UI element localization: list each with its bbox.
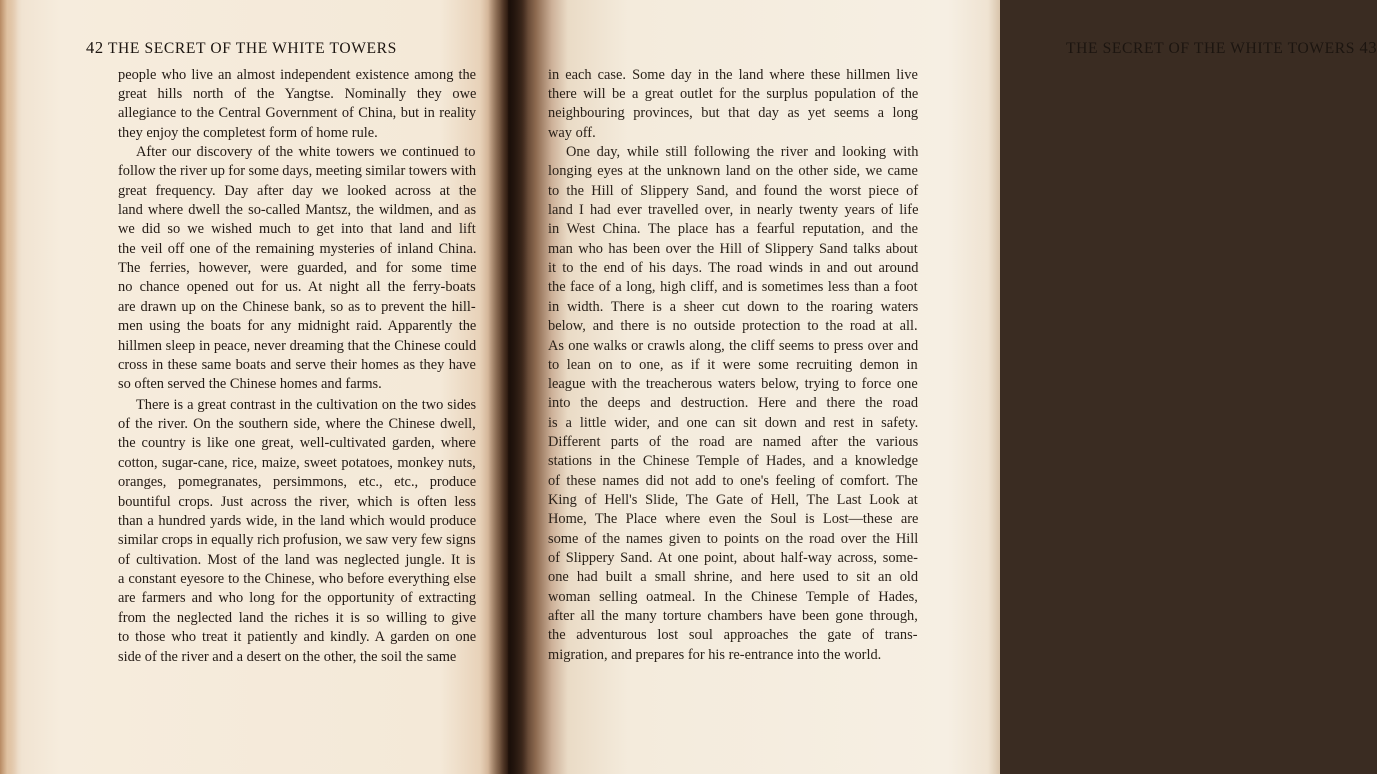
text-line: of Slippery Sand. At one point, about half-way across, some-: [548, 550, 918, 566]
left-page: [0, 0, 508, 774]
text-line: the veil off one of the remaining mysteries of inland China.: [118, 241, 477, 257]
text-line: no chance opened out for us. At night all the ferry-boats: [118, 279, 476, 295]
text-line: of these names did not add to one's feeling of comfort. The: [548, 473, 918, 489]
text-line: As one walks or crawls along, the cliff seems to press over and: [548, 338, 919, 354]
text-line: longing eyes at the unknown land on the other side, we came: [548, 163, 918, 179]
text-line: migration, and prepares for his re-entrance into the world.: [548, 647, 882, 663]
text-line: cotton, sugar-cane, rice, maize, sweet potatoes, monkey nuts,: [118, 455, 476, 471]
text-line: Home, The Place where even the Soul is Lost—these are: [548, 511, 919, 527]
text-line: it to the end of his days. The road winds in and out around: [548, 260, 919, 276]
text-line: bountiful crops. Just across the river, which is often less: [118, 494, 476, 510]
left-running-head: [86, 38, 397, 58]
gutter-shadow: [488, 0, 528, 774]
text-line: into the deeps and destruction. Here and there the road: [548, 395, 919, 411]
text-line: woman selling oatmeal. In the Chinese Temple of Hades,: [548, 589, 918, 605]
text-line: neighbouring provinces, but that day as yet seems a long: [548, 105, 919, 121]
text-line: King of Hell's Slide, The Gate of Hell, The Last Look at: [548, 492, 918, 508]
text-line: stations in the Chinese Temple of Hades, and a knowledge: [548, 453, 919, 469]
text-line: Different parts of the road are named after the various: [548, 434, 919, 450]
text-line: to the Hill of Slippery Sand, and found the worst piece of: [548, 183, 919, 199]
text-line: man who has been over the Hill of Slippery Sand talks about: [548, 241, 918, 257]
left-page-edge: [0, 0, 18, 774]
text-line: men using the boats for any midnight raid. Apparently the: [118, 318, 477, 334]
text-line: cross in these same boats and serve their homes as they have: [118, 357, 476, 373]
text-line: a constant eyesore to the Chinese, who before everything else: [118, 571, 476, 587]
text-line: so often served the Chinese homes and farms.: [118, 376, 382, 392]
text-line: is a little wider, and one can sit down and rest in safety.: [548, 415, 919, 431]
text-line: great frequency. Day after day we looked across at the: [118, 183, 477, 199]
left-running-head-title: THE SECRET OF THE WHITE TOWERS: [107, 40, 397, 57]
text-line: There is a great contrast in the cultivation on the two sides: [136, 397, 477, 413]
text-line: in West China. The place has a fearful reputation, and the: [548, 221, 918, 237]
text-line: way off.: [548, 125, 596, 141]
right-page-number: 43: [1359, 38, 1377, 57]
text-line: The ferries, however, were guarded, and for some time: [118, 260, 477, 276]
text-line: similar crops in equally rich profusion, we saw very few signs: [118, 532, 476, 548]
text-line: land I had ever travelled over, in nearly twenty years of life: [548, 202, 919, 218]
text-line: one had built a small shrine, and here used to sit an old: [548, 569, 919, 585]
text-line: the country is like one great, well-cultivated garden, where: [118, 435, 476, 451]
text-line: to lean on to one, as if it were some recruiting demon in: [548, 357, 918, 373]
right-running-head-title: THE SECRET OF THE WHITE TOWERS: [1066, 40, 1356, 57]
text-line: league with the treacherous waters below, trying to force one: [548, 376, 918, 392]
text-line: land where dwell the so-called Mantsz, the wildmen, and as: [118, 202, 477, 218]
text-line: there will be a great outlet for the surplus population of the: [548, 86, 919, 102]
text-line: oranges, pomegranates, persimmons, etc., etc., produce: [118, 474, 477, 490]
text-line: to those who treat it patiently and kindly. A garden on one: [118, 629, 477, 645]
text-line: in each case. Some day in the land where these hillmen live: [548, 67, 918, 83]
text-line: we did so we wished much to get into that land and lift: [118, 221, 476, 237]
text-line: follow the river up for some days, meeting similar towers with: [118, 163, 477, 179]
text-line: they enjoy the completest form of home rule.: [118, 125, 378, 141]
right-page: [508, 0, 1377, 774]
text-line: allegiance to the Central Government of China, but in reality: [118, 105, 477, 121]
left-page-number: 42: [86, 38, 104, 57]
right-running-head: [1066, 38, 1377, 58]
text-line: the adventurous lost soul approaches the gate of trans-: [548, 627, 918, 643]
text-line: the face of a long, high cliff, and is sometimes less than a foot: [548, 279, 918, 295]
text-line: are drawn up on the Chinese bank, so as to prevent the hill-: [118, 299, 476, 315]
text-line: in width. There is a sheer cut down to the roaring waters: [548, 299, 919, 315]
text-line: people who live an almost independent existence among the: [118, 67, 477, 83]
text-line: One day, while still following the river and looking with: [566, 144, 919, 160]
text-line: After our discovery of the white towers we continued to: [136, 144, 476, 160]
text-line: are farmers and who long for the opportunity of extracting: [118, 590, 477, 606]
text-line: of the river. On the southern side, where the Chinese dwell,: [118, 416, 476, 432]
text-line: side of the river and a desert on the other, the soil the same: [118, 649, 457, 665]
text-line: of cultivation. Most of the land was neglected jungle. It is: [118, 552, 476, 568]
text-line: from the neglected land the riches it is so willing to give: [118, 610, 477, 626]
text-line: great hills north of the Yangtse. Nominally they owe: [118, 86, 477, 102]
text-line: some of the names given to points on the road over the Hill: [548, 531, 919, 547]
text-line: than a hundred yards wide, in the land which would produce: [118, 513, 477, 529]
text-line: hillmen sleep in peace, never dreaming that the Chinese could: [118, 338, 477, 354]
text-line: after all the many torture chambers have been gone through,: [548, 608, 918, 624]
text-line: below, and there is no outside protection to the road at all.: [548, 318, 918, 334]
